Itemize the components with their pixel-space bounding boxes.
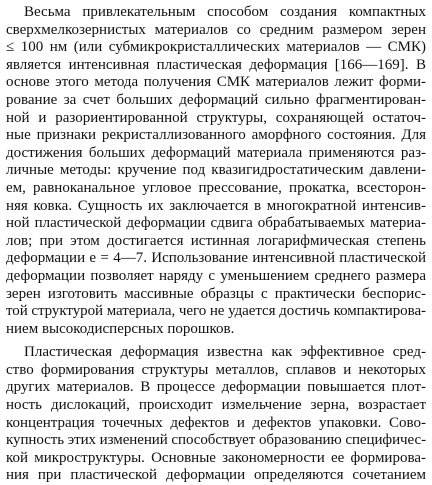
text-line: ность дислокаций, происходит измельчение зерна, возрастает [6,397,426,414]
text-line: основе этого метода получения СМК материалов лежит форми- [6,74,426,91]
text-line: деформации позволяет наряду с уменьшением среднего размера [6,267,426,284]
text-line: зерен изготовить массивные образцы с практически беспорис- [6,285,426,302]
text-line: Пластическая деформация известна как эффективное сред- [24,344,426,361]
text-line: сверхмелкозернистых материалов со средним размером зерен [6,21,426,38]
text-line: ной и разориентированной структуры, сохраняющей остаточ- [6,109,426,126]
text-line: деформации e = 4—7. Использование интенсивной пластической [6,250,426,267]
text-line: ≤ 100 нм (или субмикрокристаллических материалов — СМК) [6,39,426,56]
text-line: концентрация точечных дефектов и дефектов упаковки. Сово- [6,414,426,431]
text-line: лов; при этом достигается истинная логарифмическая степень [6,232,426,249]
paragraph-1 [6,4,426,338]
text-line: личные методы: кручение под квазигидростатическим давлени- [6,162,426,179]
text-line: кой микроструктуры. Основные закономерности ее формирова- [6,449,426,466]
text-line: других материалов. В процессе деформации повышается плот- [6,379,426,396]
text-line: достижения больших деформаций материала применяются раз- [6,144,426,161]
paragraph-2 [6,344,426,485]
text-line: ной пластической деформации сдвига обрабатываемых материа- [6,215,426,232]
text-line: ство формирования структуры металлов, сплавов и некоторых [6,361,426,378]
text-line: той структурой материала, чего не удается достичь компактирова- [6,303,426,320]
text-line: ем, равноканальное угловое прессование, прокатка, всесторон- [6,179,426,196]
text-line: ные признаки рекристаллизованного аморфного состояния. Для [6,127,426,144]
text-line: ния при пластической деформации определяются сочетанием [6,467,426,484]
text-line: рование за счет больших деформаций сильно фрагментирован- [6,91,426,108]
text-line: является интенсивная пластическая деформация [166—169]. В [6,56,426,73]
text-line: няя ковка. Сущность их заключается в многократной интенсив- [6,197,426,214]
text-line: купность этих изменений способствует образованию специфичес- [6,432,426,449]
text-line: нием высокодисперсных порошков. [6,320,235,337]
text-line: Весьма привлекательным способом создания компактных [24,4,426,20]
